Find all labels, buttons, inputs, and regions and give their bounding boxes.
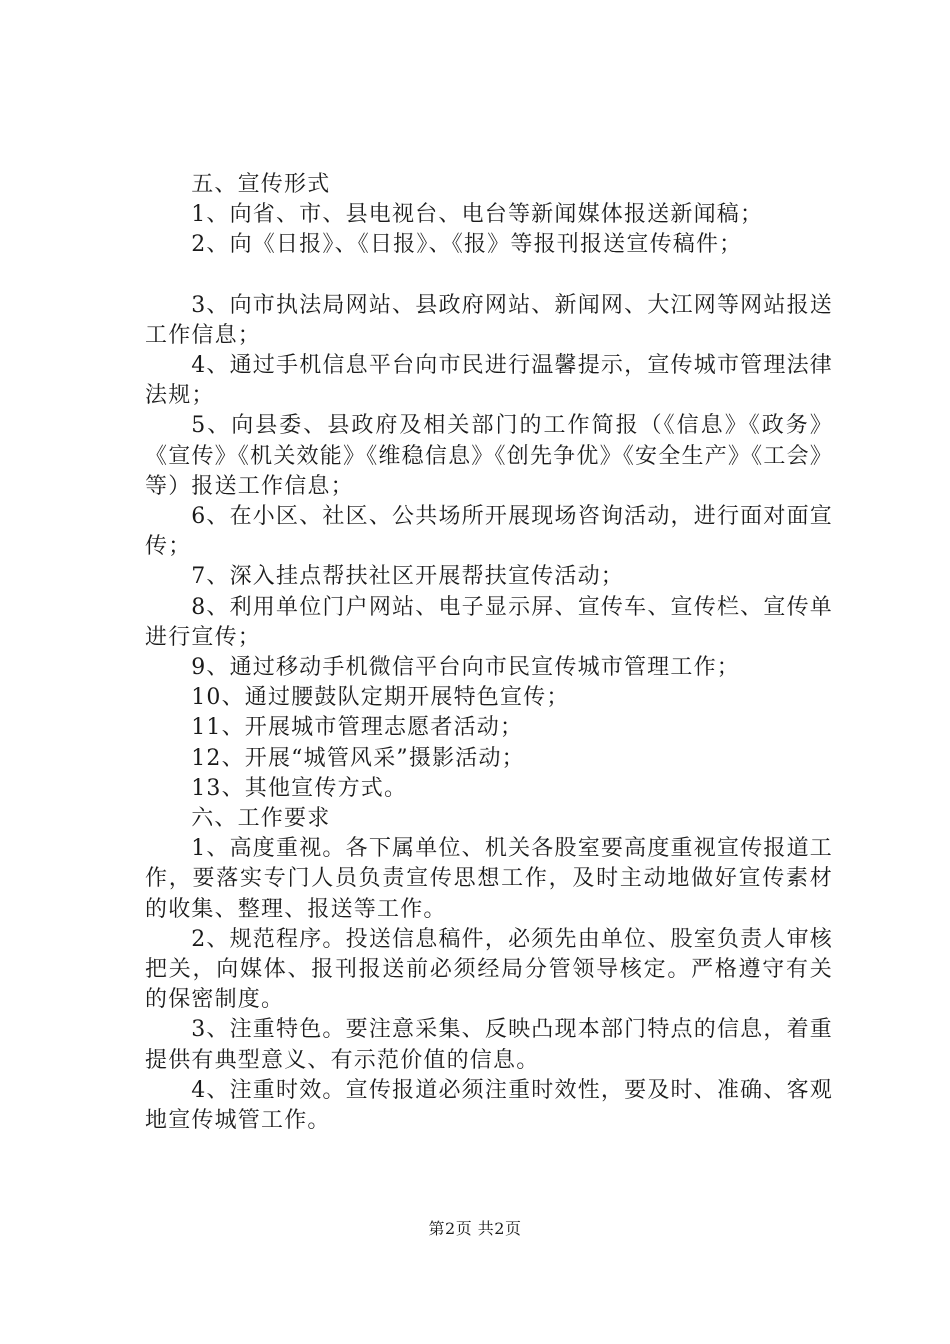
requirement-paragraph: 3、注重特色。要注意采集、反映凸现本部门特点的信息，着重提供有典型意义、有示范价值的信息。 xyxy=(145,1017,833,1073)
document-body xyxy=(145,170,833,1136)
requirement-paragraph: 2、规范程序。投送信息稿件，必须先由单位、股室负责人审核把关，向媒体、报刊报送前必须经局分管领导核定。严格遵守有关的保密制度。 xyxy=(145,926,833,1013)
list-item: 7、深入挂点帮扶社区开展帮扶宣传活动； xyxy=(191,564,624,590)
list-item: 6、在小区、社区、公共场所开展现场咨询活动，进行面对面宣传； xyxy=(145,504,833,560)
list-item: 3、向市执法局网站、县政府网站、新闻网、大江网等网站报送工作信息； xyxy=(145,292,833,348)
page-number-footer: 第2页 共2页 xyxy=(428,1219,522,1238)
list-item: 10、通过腰鼓队定期开展特色宣传； xyxy=(191,685,570,711)
list-item: 9、通过移动手机微信平台向市民宣传城市管理工作； xyxy=(191,655,740,681)
list-item: 8、利用单位门户网站、电子显示屏、宣传车、宣传栏、宣传单进行宣传； xyxy=(145,594,833,650)
requirement-paragraph: 4、注重时效。宣传报道必须注重时效性，要及时、准确、客观地宣传城管工作。 xyxy=(145,1077,833,1134)
list-item: 13、其他宣传方式。 xyxy=(191,775,408,801)
section-heading-work-requirements: 六、工作要求 xyxy=(191,806,331,832)
list-item: 1、向省、市、县电视台、电台等新闻媒体报送新闻稿； xyxy=(191,202,764,228)
list-item: 11、开展城市管理志愿者活动； xyxy=(191,715,524,741)
list-item: 5、向县委、县政府及相关部门的工作简报（《信息》《政务》《宣传》《机关效能》《维稳信息》《创先争优》《安全生产》《工会》等）报送工作信息； xyxy=(145,413,833,499)
list-item: 2、向《日报》、《日报》、《报》等报刊报送宣传稿件； xyxy=(191,232,743,258)
section-heading-publicity-forms: 五、宣传形式 xyxy=(191,172,331,197)
list-item: 4、通过手机信息平台向市民进行温馨提示，宣传城市管理法律法规； xyxy=(145,353,833,409)
requirement-paragraph: 1、高度重视。各下属单位、机关各股室要高度重视宣传报道工作，要落实专门人员负责宣传思想工作，及时主动地做好宣传素材的收集、整理、报送等工作。 xyxy=(145,836,833,922)
list-item: 12、开展“城管风采”摄影活动； xyxy=(191,745,525,771)
